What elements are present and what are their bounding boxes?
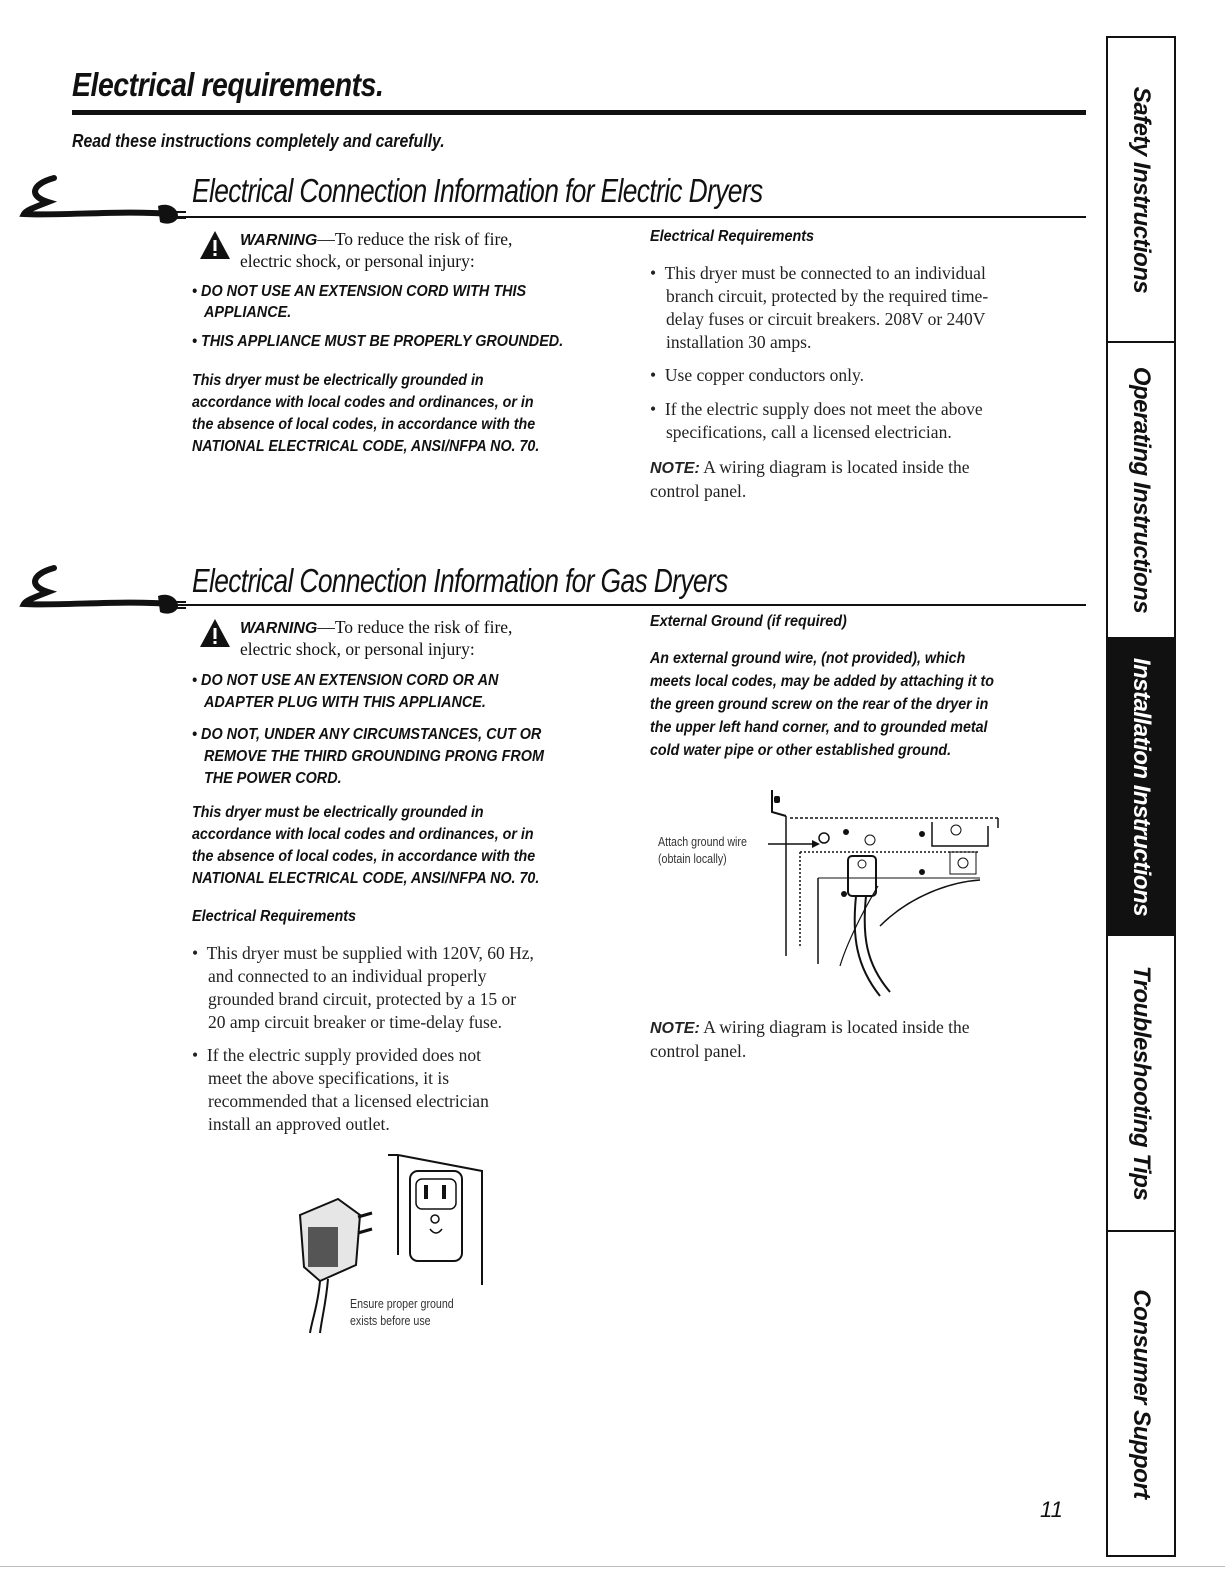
ground-caption-line-2: (obtain locally) <box>658 851 727 866</box>
electric-warning-line-2: electric shock, or personal injury: <box>240 251 475 271</box>
electric-section-rule <box>170 216 1086 218</box>
gas-bullet-1: • This dryer must be supplied with 120V, 60 Hz, and connected to an individual properly grounded brand circuit, protected by a 15 or 20 amp circuit breaker or time-delay fuse. <box>192 943 534 1032</box>
gas-req-heading: Electrical Requirements <box>192 908 357 925</box>
gas-caps-2-line-3: THE POWER CORD. <box>204 770 342 787</box>
gas-section-heading: Electrical Connection Information for Gas Dryers <box>192 562 728 599</box>
ext-ground-line-1: An external ground wire, (not provided), which <box>650 650 966 667</box>
title-rule <box>72 110 1086 115</box>
electric-ground-line-3: the absence of local codes, in accordance with the <box>192 416 536 433</box>
electric-bullet-3: • If the electric supply does not meet the above specifications, call a licensed electrician. <box>650 399 983 442</box>
electric-caps-2: • THIS APPLIANCE MUST BE PROPERLY GROUNDED. <box>192 333 564 350</box>
gas-caps-2-line-1: • DO NOT, UNDER ANY CIRCUMSTANCES, CUT OR <box>192 726 542 743</box>
gas-caps-2-line-2: REMOVE THE THIRD GROUNDING PRONG FROM <box>204 748 545 765</box>
electric-note: NOTE: A wiring diagram is located inside the control panel. <box>650 457 970 501</box>
gas-bullet-2: • If the electric supply provided does not meet the above specifications, it is recommended that a licensed electrician install an approved outlet. <box>192 1045 489 1134</box>
tab-safety-instructions[interactable]: Safety Instructions <box>1108 38 1174 343</box>
outlet-caption-line-2: exists before use <box>350 1313 431 1328</box>
gas-ground-line-1: This dryer must be electrically grounded in <box>192 804 484 821</box>
ext-ground-line-5: cold water pipe or other established ground. <box>650 742 952 759</box>
gas-ground-line-2: accordance with local codes and ordinances, or in <box>192 826 534 843</box>
electric-req-heading: Electrical Requirements <box>650 228 815 245</box>
warning-label: WARNING <box>240 620 318 637</box>
tab-consumer-support[interactable]: Consumer Support <box>1128 1288 1155 1499</box>
electric-section-heading: Electrical Connection Information for Electric Dryers <box>192 172 763 209</box>
ext-ground-line-3: the green ground screw on the rear of the dryer in <box>650 696 989 713</box>
bottom-rule <box>0 1566 1225 1567</box>
gas-ground-line-4: NATIONAL ELECTRICAL CODE, ANSI/NFPA NO. 70. <box>192 870 540 887</box>
plug-cord-icon <box>18 170 188 230</box>
plug-cord-icon <box>18 560 188 620</box>
ext-ground-line-2: meets local codes, may be added by attaching it to <box>650 673 994 690</box>
page-title: Electrical requirements. <box>72 66 384 103</box>
electric-ground-line-1: This dryer must be electrically grounded in <box>192 372 484 389</box>
electric-caps-1-line-1: • DO NOT USE AN EXTENSION CORD WITH THIS <box>192 283 527 300</box>
gas-warning-line-2: electric shock, or personal injury: <box>240 639 475 659</box>
tab-installation-instructions[interactable]: Installation Instructions <box>1108 639 1174 936</box>
tab-operating-instructions[interactable]: Operating Instructions <box>1108 343 1174 639</box>
gas-ground-line-3: the absence of local codes, in accordance with the <box>192 848 536 865</box>
ground-caption-line-1: Attach ground wire <box>658 834 747 849</box>
electric-ground-line-4: NATIONAL ELECTRICAL CODE, ANSI/NFPA NO. 70. <box>192 438 540 455</box>
outlet-caption-line-1: Ensure proper ground <box>350 1296 454 1311</box>
gas-caps-1-line-1: • DO NOT USE AN EXTENSION CORD OR AN <box>192 672 499 689</box>
warning-label: WARNING <box>240 232 318 249</box>
gas-caps-1-line-2: ADAPTER PLUG WITH THIS APPLIANCE. <box>204 694 486 711</box>
warning-icon <box>198 228 232 262</box>
electric-bullet-1: • This dryer must be connected to an individual branch circuit, protected by the required time- delay fuses or circuit breakers. 208V or 240V installation 30 amps. <box>650 263 989 352</box>
tab-troubleshooting-tips[interactable]: Troubleshooting Tips <box>1108 936 1174 1232</box>
gas-section-rule <box>170 604 1086 606</box>
page-number: 11 <box>1040 1497 1063 1522</box>
ext-ground-line-4: the upper left hand corner, and to grounded metal <box>650 719 988 736</box>
external-ground-heading: External Ground (if required) <box>650 613 847 630</box>
section-tabs <box>1106 36 1176 1557</box>
electric-warning-line-1: WARNING—To reduce the risk of fire, <box>240 229 513 249</box>
warning-icon <box>198 616 232 650</box>
electric-bullet-2: • Use copper conductors only. <box>650 365 864 385</box>
gas-warning-line-1: WARNING—To reduce the risk of fire, <box>240 617 513 637</box>
page-subtitle: Read these instructions completely and carefully. <box>72 131 445 151</box>
gas-note: NOTE: A wiring diagram is located inside the control panel. <box>650 1017 970 1061</box>
ground-screw-diagram <box>760 786 1010 1001</box>
electric-ground-line-2: accordance with local codes and ordinances, or in <box>192 394 534 411</box>
electric-caps-1-line-2: APPLIANCE. <box>204 304 292 321</box>
